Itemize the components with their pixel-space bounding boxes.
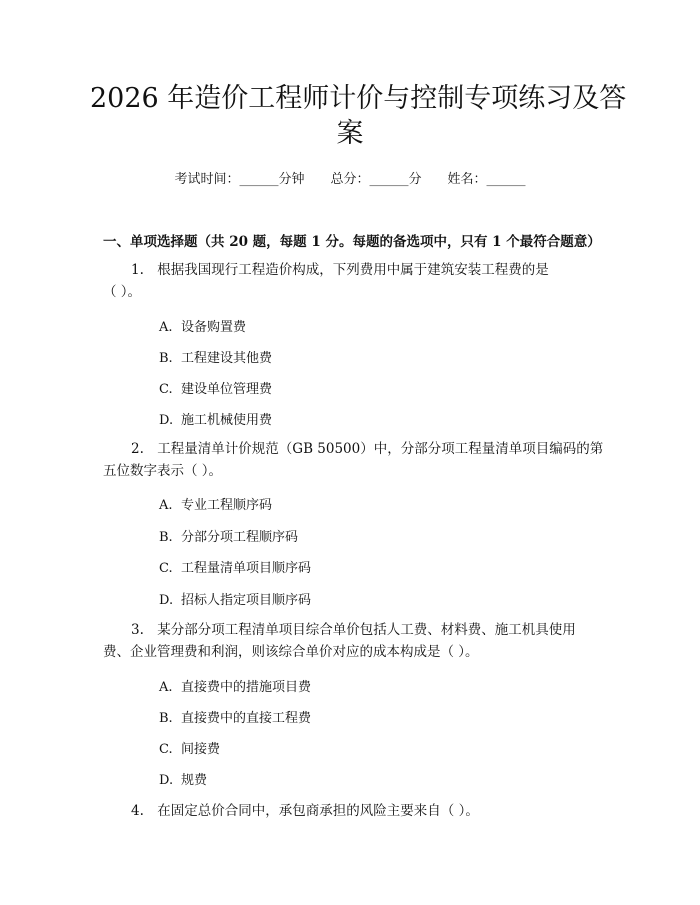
question-4-stem-line-1 xyxy=(103,801,479,821)
question-3-option-d xyxy=(159,769,207,788)
exam-time-field: 考试时间：______分钟 xyxy=(174,172,305,187)
question-3-option-b xyxy=(159,707,311,726)
option-letter: D. xyxy=(159,413,174,428)
option-letter: C. xyxy=(159,382,173,397)
option-text: 施工机械使用费 xyxy=(181,413,273,428)
question-3-stem-line-1 xyxy=(103,620,576,640)
option-letter: B. xyxy=(159,530,173,545)
option-letter: D. xyxy=(159,773,174,788)
question-number: 1. xyxy=(131,262,144,278)
option-letter: B. xyxy=(159,351,173,366)
section-heading: 一、单项选择题（共 20 题，每题 1 分。每题的备选项中，只有 1 个最符合题意） xyxy=(103,234,601,250)
question-1-option-c xyxy=(159,378,272,397)
question-2-option-c xyxy=(159,557,311,576)
question-1-option-d xyxy=(159,409,272,428)
question-number: 4. xyxy=(131,803,144,819)
question-text: 在固定总价合同中，承包商承担的风险主要来自（ ）。 xyxy=(157,803,479,819)
option-text: 工程量清单项目顺序码 xyxy=(181,561,312,576)
question-1-option-b xyxy=(159,347,272,366)
option-letter: C. xyxy=(159,742,173,757)
option-text: 直接费中的措施项目费 xyxy=(181,680,312,695)
question-3-option-c xyxy=(159,738,220,757)
question-3-option-a xyxy=(159,676,311,695)
total-score-field: 总分：______分 xyxy=(330,172,422,187)
exam-info-bar xyxy=(0,168,700,187)
option-letter: A. xyxy=(159,320,173,335)
option-letter: B. xyxy=(159,711,173,726)
question-2-stem-line-1 xyxy=(103,439,603,459)
option-letter: A. xyxy=(159,498,173,513)
question-text: 根据我国现行工程造价构成，下列费用中属于建筑安装工程费的是 xyxy=(157,262,549,278)
option-text: 规费 xyxy=(181,773,208,788)
question-1-stem-line-2: （ ）。 xyxy=(103,284,142,300)
question-1-option-a xyxy=(159,316,246,335)
question-number: 2. xyxy=(131,441,144,457)
option-text: 直接费中的直接工程费 xyxy=(181,711,312,726)
document-title-line-1: 2026 年造价工程师计价与控制专项练习及答 xyxy=(90,83,627,114)
question-3-stem-line-2: 费、企业管理费和利润，则该综合单价对应的成本构成是（ ）。 xyxy=(103,644,479,660)
document-title-line-2: 案 xyxy=(336,118,364,149)
option-text: 工程建设其他费 xyxy=(181,351,273,366)
option-text: 间接费 xyxy=(181,742,221,757)
question-2-option-b xyxy=(159,526,298,545)
option-text: 分部分项工程顺序码 xyxy=(181,530,299,545)
option-text: 设备购置费 xyxy=(181,320,247,335)
question-1-stem-line-1 xyxy=(103,260,549,280)
option-letter: A. xyxy=(159,680,173,695)
name-field: 姓名：______ xyxy=(447,172,526,187)
option-text: 招标人指定项目顺序码 xyxy=(181,593,312,608)
question-text: 某分部分项工程清单项目综合单价包括人工费、材料费、施工机具使用 xyxy=(157,622,576,638)
option-letter: D. xyxy=(159,593,174,608)
option-letter: C. xyxy=(159,561,173,576)
question-number: 3. xyxy=(131,622,144,638)
question-2-stem-line-2: 五位数字表示（ ）。 xyxy=(103,463,223,479)
question-text: 工程量清单计价规范（GB 50500）中，分部分项工程量清单项目编码的第 xyxy=(157,441,604,457)
question-2-option-d xyxy=(159,589,311,608)
option-text: 专业工程顺序码 xyxy=(181,498,273,513)
question-2-option-a xyxy=(159,494,272,513)
option-text: 建设单位管理费 xyxy=(181,382,273,397)
